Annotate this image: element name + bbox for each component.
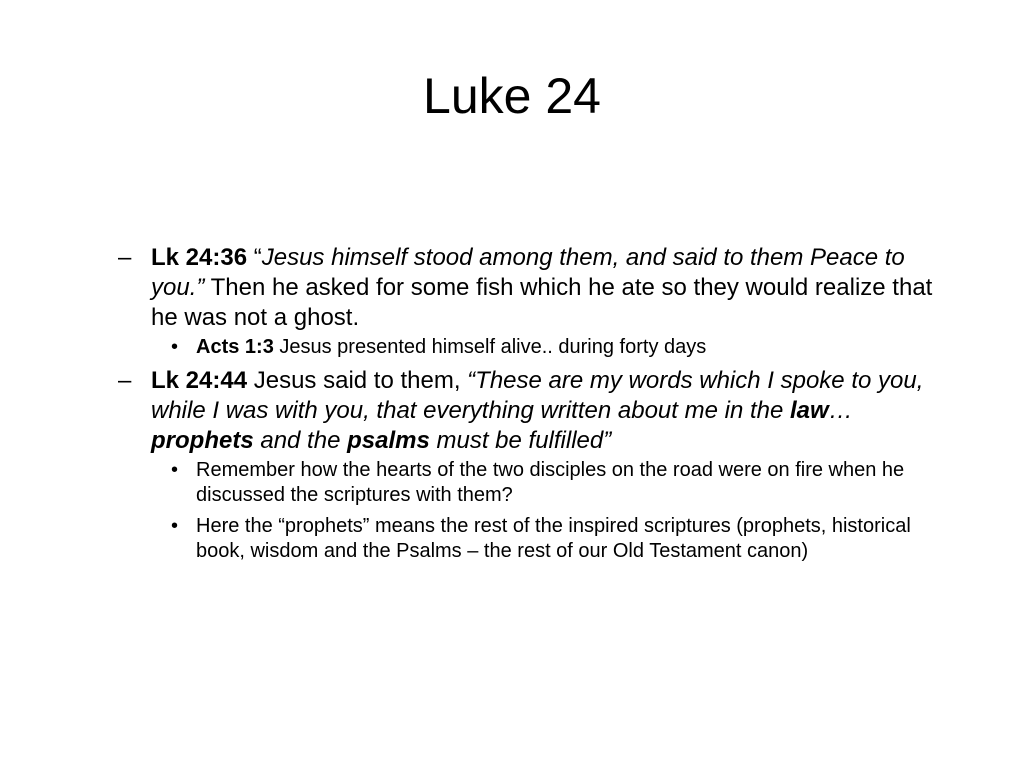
- bullet-text: Remember how the hearts of the two disciples on the road were on fire when he discussed the scriptures with them?: [196, 459, 905, 506]
- dash-marker: –: [118, 244, 132, 271]
- emphasis-psalms: psalms: [347, 427, 430, 454]
- bullet-marker: •: [171, 459, 179, 481]
- sub-bullet-prophets-meaning: [151, 514, 948, 564]
- bullet-text: Jesus presented himself alive.. during forty days: [273, 336, 707, 358]
- bullet-marker: •: [171, 336, 179, 358]
- bullet-lk-24-36: [118, 243, 948, 333]
- bullet-text: Jesus said to them,: [247, 367, 468, 394]
- bullet-lk-24-44: [118, 366, 948, 456]
- scripture-quote-part: must be fulfilled”: [429, 427, 612, 454]
- scripture-reference: Lk 24:44: [151, 367, 248, 394]
- bullet-text: Then he asked for some fish which he ate so they would realize that he was not a ghost.: [151, 274, 933, 331]
- sub-bullet-remember: [151, 458, 948, 508]
- sub-bullet-acts-1-3: [151, 335, 948, 360]
- ellipsis: …: [828, 397, 853, 424]
- dash-marker: –: [118, 367, 132, 394]
- bullet-text: Here the “prophets” means the rest of the inspired scriptures (prophets, historical book, wisdom and the Psalms – the rest of our Old Testament canon): [196, 515, 911, 562]
- slide-body: [118, 243, 948, 570]
- emphasis-law: law: [790, 397, 829, 424]
- emphasis-prophets: prophets: [151, 427, 254, 454]
- scripture-quote-part: and the: [253, 427, 348, 454]
- open-quote: “: [247, 244, 262, 271]
- slide-title: Luke 24: [423, 68, 601, 124]
- scripture-reference: Lk 24:36: [151, 244, 248, 271]
- scripture-reference: Acts 1:3: [196, 336, 274, 358]
- bullet-marker: •: [171, 515, 179, 537]
- scripture-quote-part: “These are my words which I spoke to you, while I was with you, that everything written about me in the: [151, 367, 924, 424]
- scripture-quote: Jesus himself stood among them, and said to them Peace to you.”: [151, 244, 905, 301]
